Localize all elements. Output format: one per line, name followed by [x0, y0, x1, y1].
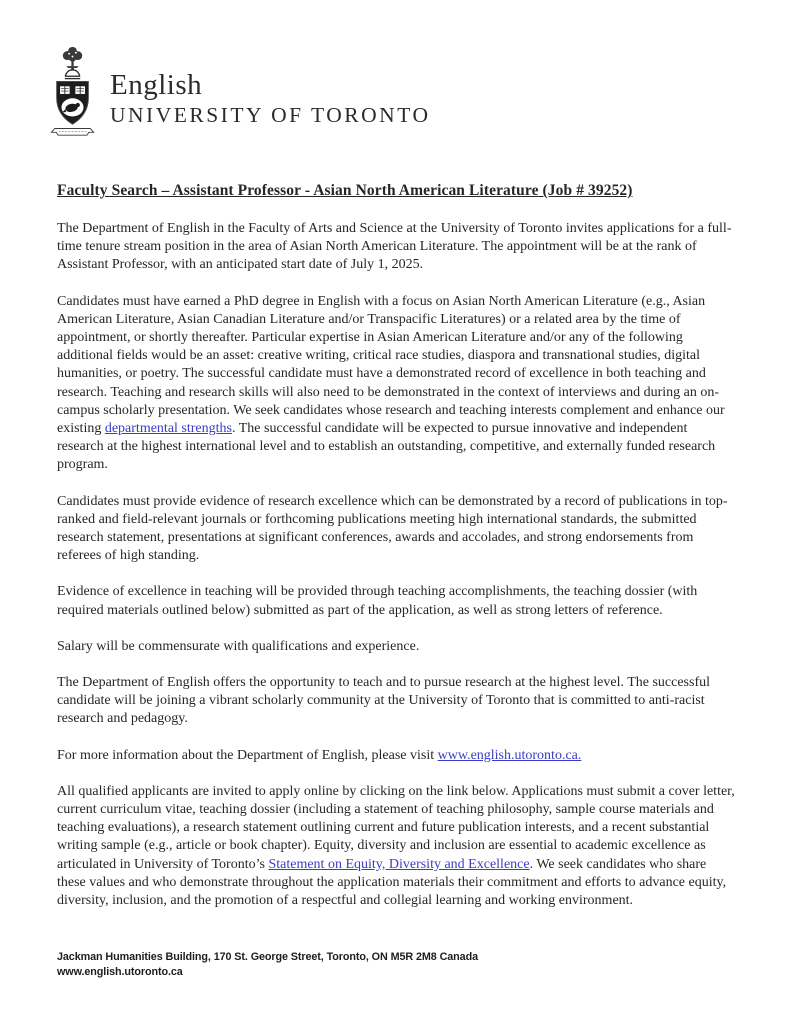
- logo-department-name: English: [110, 69, 203, 101]
- equity-statement-link[interactable]: Statement on Equity, Diversity and Excellence: [268, 856, 530, 872]
- paragraph-application-instructions-text-1: All qualified applicants are invited to apply online by clicking on the link below. Applications must submit a cover letter, current curriculum vitae, teaching dossier (including a statement of teaching philosophy, sample course materials and teaching evaluations), a research statement outlining current and future publication interests, and a recent substantial writing sample (e.g., article or book chapter). Equity, diversity and inclusion are essential to academic excellence as articulated in University of Toronto’s: [57, 783, 735, 872]
- uoft-crest-icon: [48, 46, 98, 140]
- paragraph-salary: [57, 638, 737, 656]
- uoft-english-logo: [48, 46, 430, 140]
- page-title: Faculty Search – Assistant Professor - Asian North American Literature (Job # 39252): [57, 182, 633, 199]
- paragraph-more-info-text: For more information about the Department of English, please visit: [57, 747, 438, 763]
- departmental-strengths-link[interactable]: departmental strengths: [104, 421, 232, 437]
- paragraph-application-instructions-text-2: . We seek candidates who share these values and who demonstrate throughout the application materials their commitment and efforts to advance equity, diversity, inclusion, and the promotion of a respectful and collegial learning and working environment.: [57, 856, 727, 909]
- paragraph-research-evidence: [57, 493, 737, 566]
- logo-university-name: UNIVERSITY OF TORONTO: [110, 103, 431, 127]
- paragraph-qualifications: [57, 293, 737, 475]
- paragraph-qualifications-text-1: Candidates must have earned a PhD degree in English with a focus on Asian North American Literature (e.g., Asian American Literature, Asian Canadian Literature and/or Transpacific Literatures) or a related area by the time of appointment, or shortly thereafter. Particular expertise in Asian American Literature and/or any of the following additional fields would be an asset: creative writing, critical race studies, diaspora and transnational studies, digital humanities, or poetry. The successful candidate must have a demonstrated record of excellence in both teaching and research. Teaching and research skills will also need to be demonstrated in the context of interviews and during an on-campus scholarly presentation. We seek candidates whose research and teaching interests complement and enhance our existing: [57, 293, 725, 437]
- document-footer: [57, 950, 478, 979]
- logo-text: [110, 70, 430, 128]
- paragraph-intro: [57, 220, 737, 275]
- paragraph-research-evidence-text: Candidates must provide evidence of research excellence which can be demonstrated by a record of publications in top-ranked and field-relevant journals or forthcoming publications meeting high international standards, the submitted research statement, presentations at significant conferences, awards and accolades, and strong endorsements from referees of high standing.: [57, 493, 728, 564]
- paragraph-department-offer-text: The Department of English offers the opportunity to teach and to pursue research at the highest level. The successful candidate will be joining a vibrant scholarly community at the University of Toronto that is committed to anti-racist research and pedagogy.: [57, 675, 711, 727]
- document-body: [57, 182, 737, 928]
- footer-address: Jackman Humanities Building, 170 St. George Street, Toronto, ON M5R 2M8 Canada: [57, 951, 478, 963]
- footer-website: www.english.utoronto.ca: [57, 965, 183, 978]
- paragraph-salary-text: Salary will be commensurate with qualifications and experience.: [57, 638, 420, 654]
- paragraph-intro-text: The Department of English in the Faculty of Arts and Science at the University of Toronto invites applications for a full-time tenure stream position in the area of Asian North American Literature. The appointment will be at the rank of Assistant Professor, with an anticipated start date of July 1, 2025.: [57, 221, 732, 273]
- paragraph-more-info: [57, 747, 737, 765]
- paragraph-department-offer: [57, 674, 737, 729]
- department-website-link[interactable]: www.english.utoronto.ca.: [437, 747, 582, 763]
- paragraph-teaching-evidence: [57, 583, 737, 619]
- paragraph-teaching-evidence-text: Evidence of excellence in teaching will be provided through teaching accomplishments, the teaching dossier (with required materials outlined below) submitted as part of the application, as well as strong letters of reference.: [57, 584, 698, 618]
- paragraph-qualifications-text-2: . The successful candidate will be expected to pursue innovative and independent research at the highest international level and to establish an outstanding, competitive, and externally funded research program.: [57, 421, 716, 473]
- paragraph-application-instructions: [57, 783, 737, 910]
